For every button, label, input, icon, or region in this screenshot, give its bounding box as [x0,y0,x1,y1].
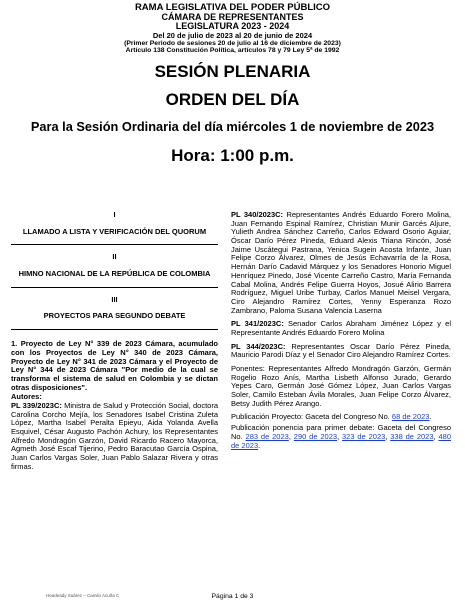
publication-report-label: Publicación ponencia para primer debate: Gaceta del Congreso No. [231,423,451,441]
bill-340-code: PL 340/2023C: [231,210,284,219]
divider [11,329,218,330]
section-number-2: II [112,252,117,262]
footer-initials: Headeady Suárez – Camilo Acuña C [46,593,120,598]
session-time: Hora: 1:00 p.m. [171,145,294,165]
publication-report: Publicación ponencia para primer debate: Gaceta del Congreso No. 283 de 2023, 290 de 2023, 323 de 2023, 338 de 2023, 480 de 2023. [231,423,451,450]
header-line-1: RAMA LEGISLATIVA DEL PODER PÚBLICO [134,2,331,13]
header-line-2: CÁMARA DE REPRESENTANTES [161,11,304,22]
bill-339-text: Ministra de Salud y Protección Social, doctora Carolina Corcho Mejía, los Senadores Isabel Cristina Zuleta López, Martha Isabel Peralta Epieyu, Aida Yolanda Avella Esquivel, César Augusto Pachón Achury, los Representantes Alfredo Mondragón Garzón, David Ricardo Racero Mayorca, Agmeth José Escaf Tijerino, Pedro Baracutao García Ospina, Juan Carlos Vargas Soler, Juan Pablo Salazar Rivera y otras firmas. [11,400,219,471]
gazette-link-68[interactable]: 68 de 2023 [391,412,430,422]
header-line-4: Del 20 de julio de 2023 al 20 de junio de 2024 [152,30,313,40]
publication-project-label: Publicación Proyecto: Gaceta del Congreso No. [231,412,392,422]
document-page [0,3,465,607]
section-second-debate: PROYECTOS PARA SEGUNDO DEBATE [43,311,186,321]
authors-label: Autores: [11,392,42,402]
agenda-title: ORDEN DEL DÍA [165,89,300,109]
bill-341-code: PL 341/2023C: [231,319,284,329]
bill-description: 1. Proyecto de Ley N° 339 de 2023 Cámara, acumulado con los Proyectos de Ley N° 340 de 2023 Cámara, Proyecto de Ley N° 341 de 2023 Cámara y el Proyecto de Ley N° 344 de 2023 Cámara "Por medio de la cual se transforma el sistema de salud en Colombia y se dictan otras disposiciones". [11,339,218,392]
bill-341-text: Senador Carlos Abraham Jiménez López y el Representante Andrés Eduardo Forero Molina [231,319,451,337]
bill-341-authors [231,320,451,337]
header-line-3: LEGISLATURA 2023 - 2024 [175,21,290,32]
bill-344-code: PL 344/2023C: [231,341,286,351]
bill-344-authors [231,343,451,360]
gazette-link-323[interactable]: 323 de 2023 [342,431,386,441]
header-line-5: (Primer Periodo de sesiones 20 de julio al 16 de diciembre de 2023) [124,39,341,47]
session-title: SESIÓN PLENARIA [154,61,311,81]
rapporteurs: Ponentes: Representantes Alfredo Mondragón Garzón, Germán Rogelio Rozo Anís, Martha Lisbeth Alfonso Jurado, Gerardo Yepes Caro, Germán José Gómez López, Juan Carlos Vargas Soler, Camilo Esteban Ávila Morales, Juan Felipe Corzo Álvarez, Betsy Judith Pérez Arango. [231,364,451,408]
header-line-6: Artículo 138 Constitución Política, artículos 78 y 79 Ley 5ª de 1992 [125,46,340,54]
section-number-3: III [111,294,118,304]
session-date: Para la Sesión Ordinaria del día miércoles 1 de noviembre de 2023 [30,118,435,134]
bill-340-authors [231,211,451,315]
gazette-link-338[interactable]: 338 de 2023 [390,431,434,441]
right-column [231,211,451,450]
gazette-link-290[interactable]: 290 de 2023 [293,431,338,441]
publication-project-end: . [429,412,432,422]
section-number-1: I [113,210,116,219]
bill-339-code: PL 339/2023C: [11,400,62,410]
bill-339-authors [11,402,218,472]
gazette-link-480[interactable]: 480 de 2023 [231,431,451,450]
left-column [11,211,218,471]
section-roll-call: LLAMADO A LISTA Y VERIFICACIÓN DEL QUORUM [22,226,207,236]
bill-340-text: Representantes Andrés Eduardo Forero Molina, Juan Fernando Espinal Ramírez, Christian Munir Garcés Aljure, Yulieth Andrea Sánchez Carreño, Carlos Edward Osorio Aguiar, Óscar Darío Pérez Pineda, Eduard Alexis Triana Rincón, José Jaime Uscátegui Pastrana, Yenica Sugein Acosta Infante, Juan Felipe Corzo Álvarez, Olmes de Jesús Echavarría de la Rosa, Hernán Darío Cadavid Márquez y los Senadores Honorio Miguel Henríquez Pinedo, José Vicente Carreño Castro, María Fernanda Cabal Molina, Andrés Felipe Guerra Hoyos, Josué Alirio Barrera Rodríguez, Miguel Uribe Turbay, Carlos Manuel Meisel Vergara, Ciro Alejandro Ramírez Cortes, Yenny Esperanza Rozo Zambrano, Paloma Susana Valencia Laserna [231,210,452,315]
publication-project [231,413,451,422]
page-number: Página 1 de 3 [211,593,254,600]
bill-344-text: Representantes Oscar Darío Pérez Pineda, Mauricio Parodi Díaz y el Senador Ciro Alejandro Ramírez Cortes. [231,341,451,360]
section-anthem: HIMNO NACIONAL DE LA REPÚBLICA DE COLOMBIA [18,269,211,279]
publication-report-end: . [258,440,261,450]
gazette-link-283[interactable]: 283 de 2023 [245,431,289,441]
divider [11,287,218,288]
divider [11,244,218,245]
